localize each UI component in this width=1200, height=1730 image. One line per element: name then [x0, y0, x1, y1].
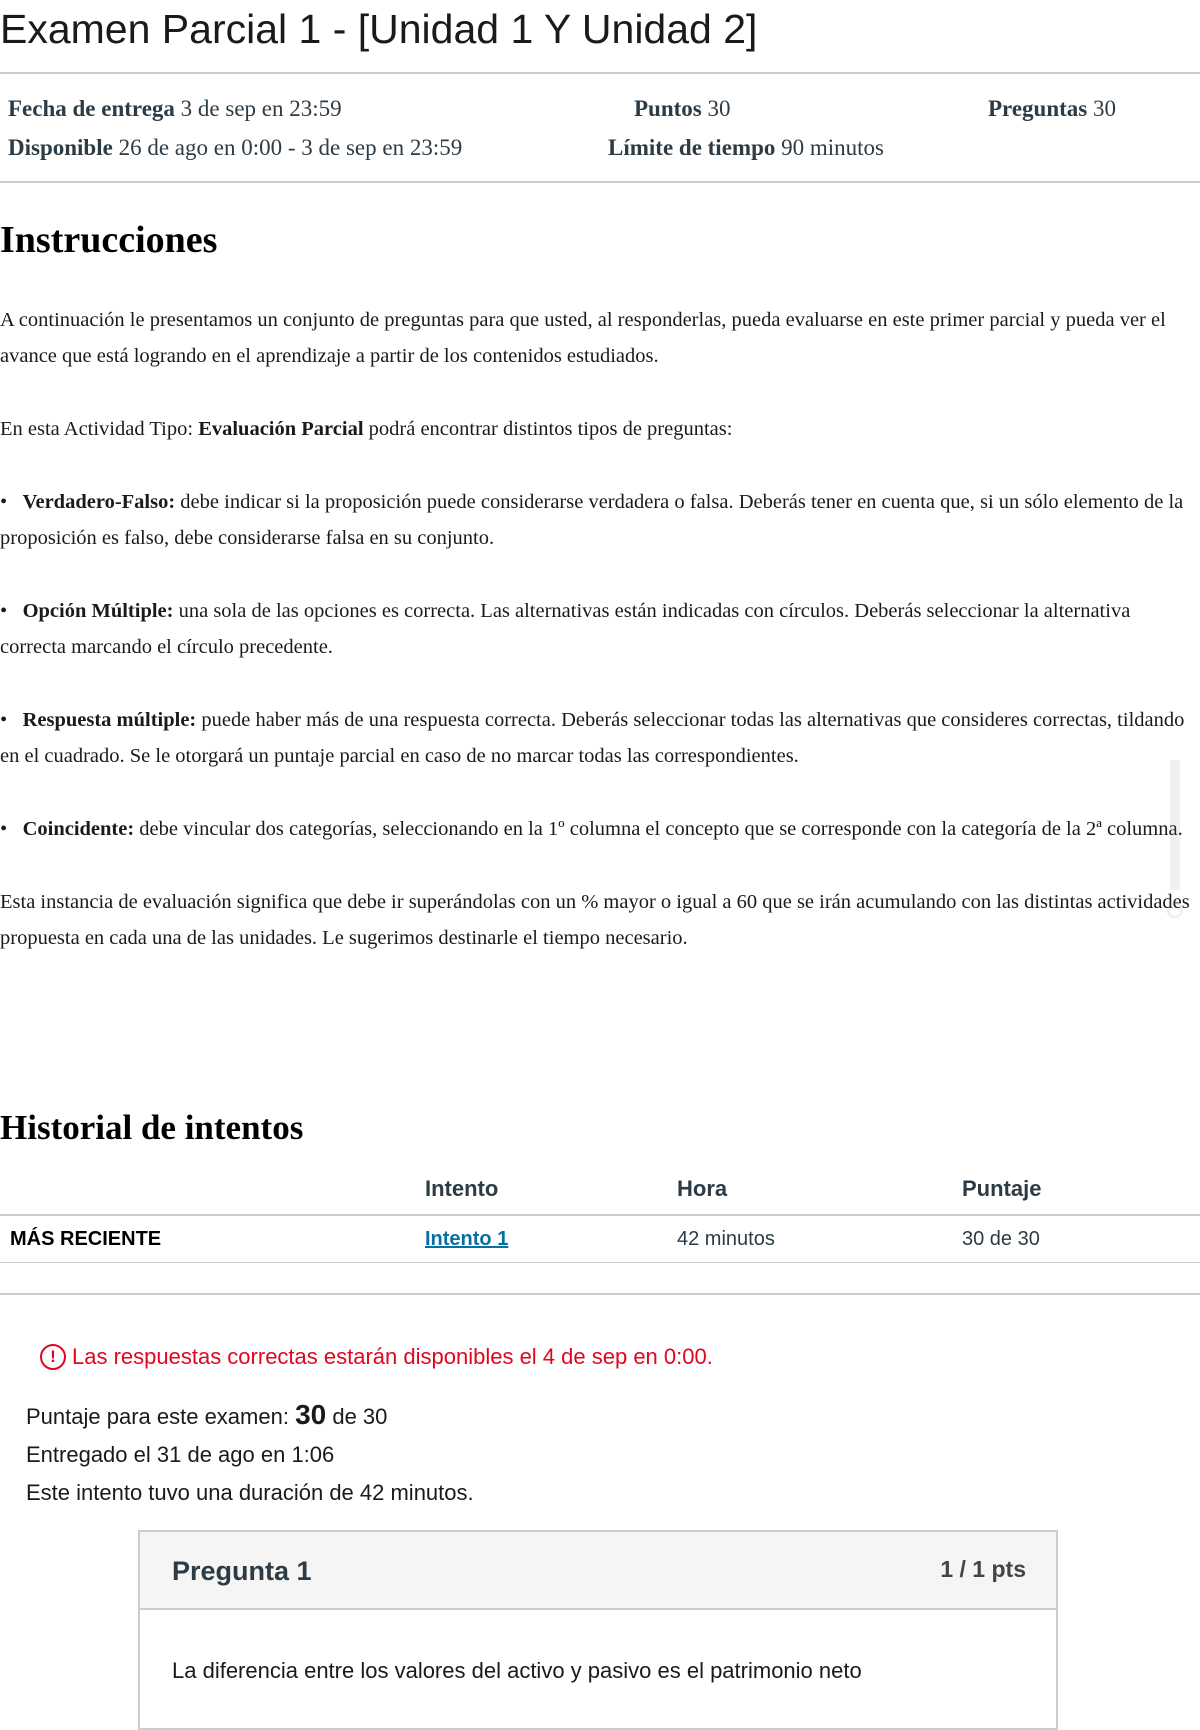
attempt-duration: Este intento tuvo una duración de 42 minutos.	[26, 1480, 474, 1505]
attempt-cell	[425, 1228, 508, 1251]
watermark-text-strip	[1170, 760, 1180, 890]
question-type-text: puede haber más de una respuesta correcta. Deberás seleccionar todas las alternativas que consideres correctas, tildando en el cuadrado. Se le otorgará un puntaje parcial en caso de no marcar todas las correspondientes.	[0, 709, 1185, 767]
title-divider	[0, 72, 1200, 74]
score-cell: 30 de 30	[962, 1228, 1040, 1250]
question-type-label: Opción Múltiple:	[22, 600, 174, 622]
availability-value: 26 de ago en 0:00 - 3 de sep en 23:59	[112, 135, 463, 160]
instructions-activity	[0, 411, 1190, 447]
submitted-date: Entregado el 31 de ago en 1:06	[26, 1442, 335, 1467]
question-text: La diferencia entre los valores del activo y pasivo es el patrimonio neto	[172, 1658, 862, 1683]
question-type-item	[0, 484, 1190, 556]
question-points: 1 / 1 pts	[940, 1556, 1026, 1582]
points-value: 30	[701, 96, 731, 121]
attempt-history-table	[0, 1168, 1200, 1264]
due-date-value: 3 de sep en 23:59	[174, 96, 342, 121]
time-limit-value: 90 minutos	[775, 135, 884, 160]
question-type-item	[0, 593, 1190, 665]
time-limit	[608, 135, 884, 161]
column-header-attempt: Intento	[425, 1176, 499, 1201]
table-header-divider	[0, 1214, 1200, 1216]
score-suffix: de 30	[326, 1404, 388, 1429]
activity-suffix: podrá encontrar distintos tipos de preguntas:	[363, 418, 733, 440]
question-type-text: una sola de las opciones es correcta. Las alternativas están indicadas con círculos. Deberás seleccionar la alternativa correcta marcando el círculo precedente.	[0, 600, 1131, 658]
attempt-link[interactable]: Intento 1	[425, 1228, 509, 1250]
alert-text: Las respuestas correctas estarán disponibles el 4 de sep en 0:00.	[72, 1344, 713, 1369]
points	[634, 96, 731, 122]
watermark-logo	[1163, 760, 1187, 930]
question-type-text: debe vincular dos categorías, seleccionando en la 1º columna el concepto que se corresponde con la categoría de la 2ª columna.	[134, 818, 1183, 840]
correct-answers-alert	[40, 1344, 713, 1370]
question-type-label: Respuesta múltiple:	[22, 709, 197, 731]
question-type-item	[0, 811, 1190, 847]
column-header-score: Puntaje	[962, 1176, 1042, 1201]
table-row-divider	[0, 1262, 1200, 1263]
instructions-heading: Instrucciones	[0, 219, 218, 261]
question-header	[140, 1532, 1056, 1610]
attempt-history-heading: Historial de intentos	[0, 1108, 304, 1147]
questions-count	[988, 96, 1116, 122]
instructions-body	[0, 302, 1190, 993]
watermark-logo-icon	[1168, 903, 1182, 917]
availability-label: Disponible	[8, 135, 113, 160]
bullet: •	[0, 818, 8, 840]
activity-type: Evaluación Parcial	[198, 418, 364, 440]
bullet: •	[0, 709, 8, 731]
instructions-intro: A continuación le presentamos un conjunto de preguntas para que usted, al responderlas, pueda evaluarse en este primer parcial y pueda ver el avance que está logrando en el aprendizaje a partir de los contenidos estudiados.	[0, 309, 1166, 367]
time-cell: 42 minutos	[677, 1228, 775, 1250]
page-title: Examen Parcial 1 - [Unidad 1 Y Unidad 2]	[0, 6, 758, 52]
question-title: Pregunta 1	[172, 1556, 312, 1586]
points-label: Puntos	[634, 96, 702, 121]
question-type-label: Verdadero-Falso:	[22, 491, 176, 513]
bullet: •	[0, 491, 8, 513]
due-date	[8, 96, 342, 122]
quiz-score	[26, 1396, 474, 1436]
question-type-item	[0, 702, 1190, 774]
activity-prefix: En esta Actividad Tipo:	[0, 418, 199, 440]
score-prefix: Puntaje para este examen:	[26, 1404, 296, 1429]
attempt-summary	[26, 1396, 474, 1512]
question-type-label: Coincidente:	[22, 818, 135, 840]
time-limit-label: Límite de tiempo	[608, 135, 776, 160]
column-header-time: Hora	[677, 1176, 728, 1201]
question-type-text: debe indicar si la proposición puede considerarse verdadera o falsa. Deberás tener en cuenta que, si un sólo elemento de la proposición es falso, debe considerarse falsa en su conjunto.	[0, 491, 1184, 549]
questions-value: 30	[1087, 96, 1116, 121]
availability	[8, 135, 462, 161]
questions-label: Preguntas	[988, 96, 1088, 121]
most-recent-label: MÁS RECIENTE	[10, 1228, 162, 1250]
instructions-closing: Esta instancia de evaluación significa que debe ir superándolas con un % mayor o igual a 60 que se irán acumulando con las distintas actividades propuesta en cada una de las unidades. Le sugerimos destinarle el tiempo necesario.	[0, 891, 1190, 949]
exclamation-circle-icon: !	[40, 1344, 66, 1370]
question-card	[138, 1530, 1058, 1730]
history-divider	[0, 1293, 1200, 1295]
details-divider	[0, 181, 1200, 183]
bullet: •	[0, 600, 8, 622]
score-value: 30	[295, 1399, 327, 1430]
due-date-label: Fecha de entrega	[8, 96, 175, 121]
